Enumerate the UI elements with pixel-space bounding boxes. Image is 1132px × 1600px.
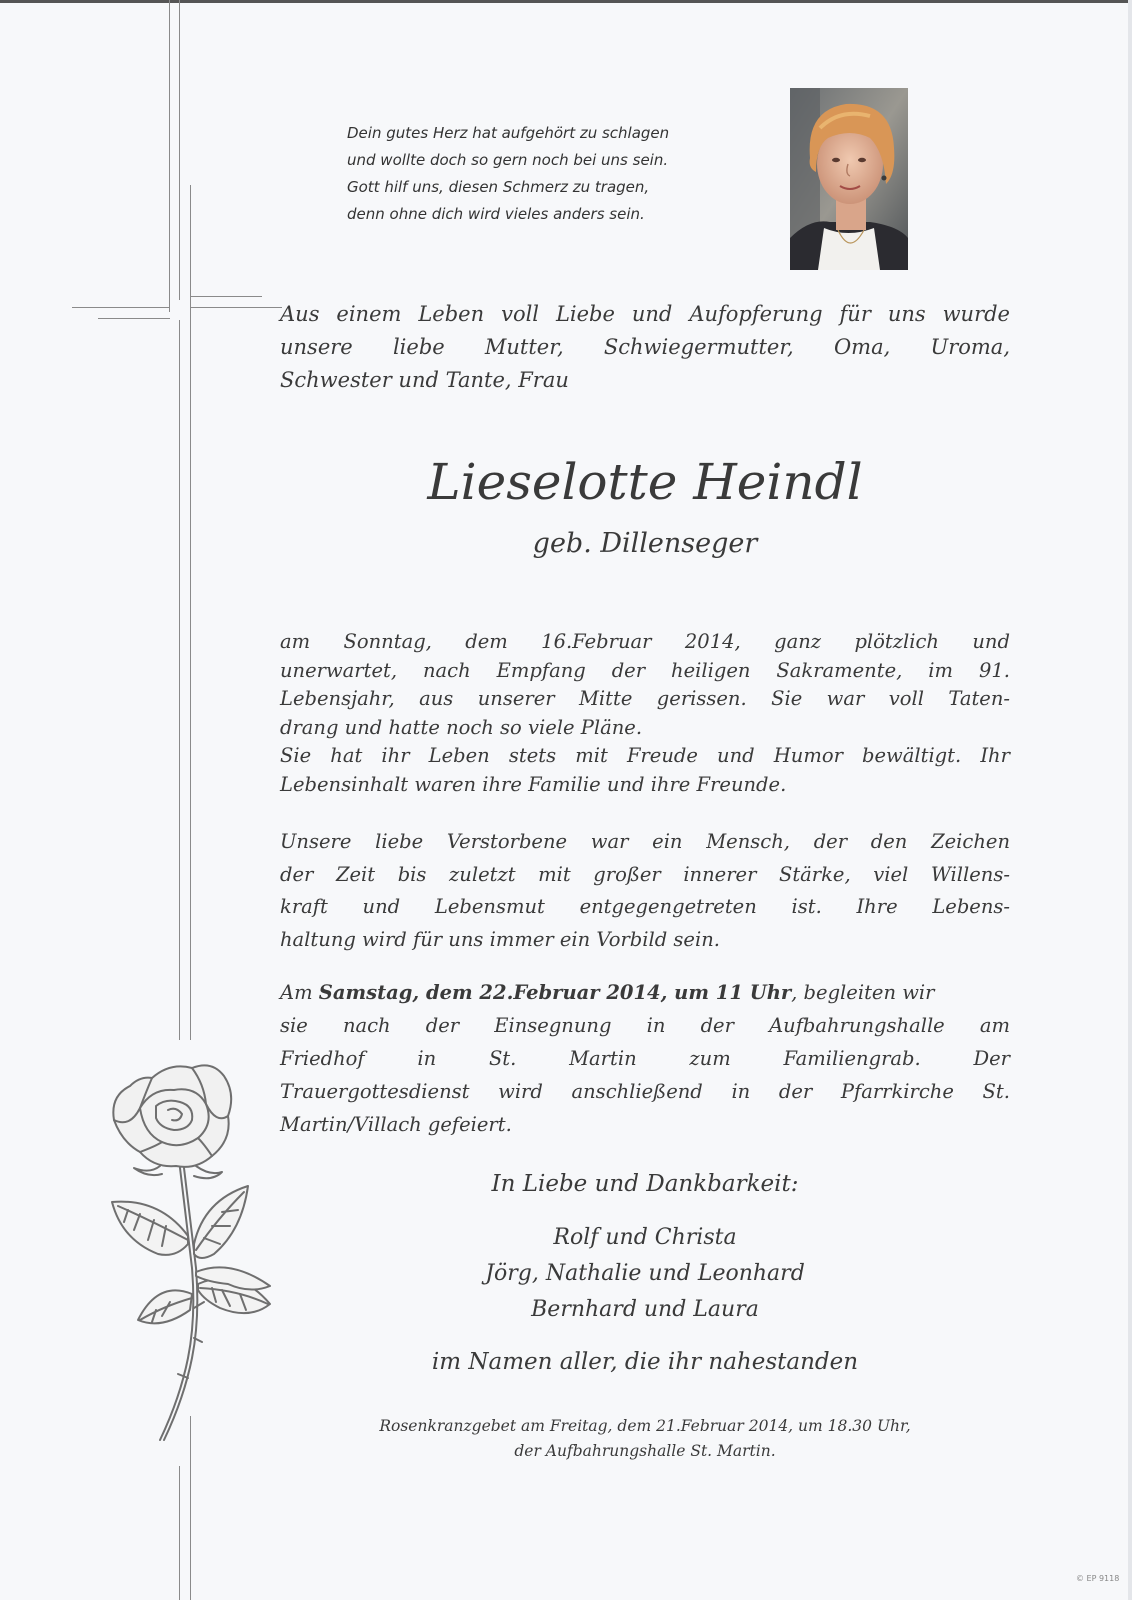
word: plötzlich [854,630,939,653]
family-line: Jörg, Nathalie und Leonhard [485,1261,805,1286]
verse-line: und wollte doch so gern noch bei uns sein. [347,151,669,169]
word: gerissen. [656,687,747,710]
para2-line [280,859,1010,892]
cross-horizontal-line-inner [98,318,170,319]
word: Martin [569,1047,637,1070]
thanks-line: In Liebe und Dankbarkeit: [491,1171,799,1197]
word: Leben [428,744,490,767]
word: der [813,830,848,853]
word: ganz [774,630,822,653]
word: uns [887,302,926,326]
word: unserer [477,687,555,710]
word: der [280,862,314,886]
word: in [417,1047,437,1070]
word: Pfarrkirche [840,1080,954,1103]
word: und [972,630,1010,653]
word: 16.Februar [541,630,652,653]
word: Schwiegermutter, [603,335,794,359]
cross-horizontal-line-top [72,307,170,308]
word: Am [280,981,319,1004]
word: kraft [280,895,328,918]
paragraph-death [280,628,1010,799]
word: Sonntag, [343,630,432,653]
cross-vertical-line-bottom [179,1466,180,1600]
word: bis [397,862,427,886]
word: für [839,302,871,326]
word: Lebensmut [434,895,545,918]
word: nach [423,658,471,682]
para3-line [280,1075,1010,1108]
para1-line [280,685,1010,714]
deceased-name: Lieselotte Heindl [427,453,863,511]
word: Sie [771,687,803,710]
word: in [731,1080,751,1103]
word: sie [280,1014,308,1037]
para2-line [280,826,1010,859]
word: am [280,630,311,653]
word: Aufopferung [689,302,823,326]
word: Ihr [980,744,1010,767]
word: mit [575,744,608,767]
intro-line-2 [280,331,1010,364]
family-names [280,1220,1010,1328]
word: nach [342,1014,391,1037]
word: Aufbahrungshalle [769,1014,945,1037]
word: unsere [280,335,353,359]
word: , begleiten wir [791,981,935,1004]
rose-icon [100,1058,290,1448]
word: Leben [418,302,485,326]
word: war [826,687,865,710]
para3-line [280,976,1010,1009]
word: bewältigt. [862,744,962,767]
word: ihr [381,744,410,767]
word: Zeichen [931,830,1010,853]
word: unerwartet, [280,658,398,682]
word: Friedhof [280,1047,365,1070]
rosary-line: der Aufbahrungshalle St. Martin. [514,1442,776,1460]
para2-line [280,891,1010,924]
word: Mutter, [484,335,564,359]
cross-horizontal-line-inner-right [190,296,262,297]
paragraph-character [280,826,1010,956]
word: Lebensjahr, [280,687,395,710]
para3-line: Martin/Villach gefeiert. [280,1113,512,1136]
word: voll [888,687,924,710]
word: Verstorbene [446,830,568,853]
family-line: Rolf und Christa [553,1225,737,1250]
word: Humor [773,744,843,767]
funeral-intro [280,976,934,1009]
word: Stärke, [778,862,851,886]
word: Unsere [280,830,352,853]
word: liebe [375,830,424,853]
word: Willens- [930,862,1010,886]
para1-line [280,628,1010,657]
word: liebe [392,335,445,359]
word: Taten- [948,687,1010,710]
para1-line [280,657,1010,686]
word: St. [982,1080,1010,1103]
word: ist. [791,895,822,918]
word: hat [330,744,363,767]
word: innerer [683,862,757,886]
word: am [979,1014,1010,1037]
word: Einsegnung [494,1014,612,1037]
word: Trauergottesdienst [280,1080,470,1103]
intro-line-3: Schwester und Tante, Frau [280,368,569,392]
maiden-name: geb. Dillenseger [532,528,758,559]
word: Aus [280,302,320,326]
verse-line: Gott hilf uns, diesen Schmerz zu tragen, [347,178,650,196]
paragraph-funeral [280,976,1010,1141]
word: zuletzt [449,862,516,886]
word: Freude [626,744,698,767]
right-page-edge [1128,0,1132,1600]
word: 2014, [684,630,741,653]
word: der [700,1014,734,1037]
family-line: Bernhard und Laura [531,1297,759,1322]
rosary-notice [280,1414,1010,1464]
para1-line: Lebensinhalt waren ihre Familie und ihre Freunde. [280,772,787,796]
print-code: © EP 9118 [1076,1574,1120,1583]
word: und [717,744,755,767]
word: der [778,1080,813,1103]
verse-line: denn ohne dich wird vieles anders sein. [347,205,645,223]
word: Mitte [578,687,633,710]
word: Liebe [555,302,615,326]
cross-horizontal-line-top-right [190,307,282,308]
word: und [631,302,673,326]
word: der [425,1014,460,1037]
word: wird [498,1080,543,1103]
word: im [928,658,954,682]
cross-vertical-line-right-upper [179,0,180,300]
word: viel [873,862,909,886]
word: dem [465,630,508,653]
rosary-line: Rosenkranzgebet am Freitag, dem 21.Februar 2014, um 18.30 Uhr, [379,1417,911,1435]
para3-line [280,1009,1010,1042]
memorial-verse [347,120,727,228]
word: Zeit [335,862,376,886]
word: entgegengetreten [579,895,757,918]
behalf-line: im Namen aller, die ihr nahestanden [431,1349,859,1375]
intro-text [280,298,1010,397]
word: 91. [978,658,1010,682]
word: zum [689,1047,731,1070]
word: Sakramente, [776,658,903,682]
word: Der [973,1047,1010,1070]
word: den [870,830,908,853]
word: und [362,895,401,918]
intro-line-1 [280,298,1010,331]
word: Oma, [833,335,891,359]
word: Uroma, [930,335,1010,359]
word: der [611,658,646,682]
word: aus [419,687,454,710]
word: Empfang [496,658,586,682]
word: anschließend [571,1080,703,1103]
word: mit [538,862,571,886]
verse-line: Dein gutes Herz hat aufgehört zu schlagen [347,124,670,142]
word: Familiengrab. [783,1047,921,1070]
para1-line [280,742,1010,771]
para3-line [280,1042,1010,1075]
word: ein [652,830,683,853]
word: einem [336,302,402,326]
word: Lebens- [932,895,1010,918]
word: wurde [942,302,1010,326]
word: großer [593,862,661,886]
word: in [646,1014,666,1037]
word: voll [501,302,540,326]
cross-vertical-line-right [190,185,191,1040]
portrait-photo [790,88,908,270]
word: St. [488,1047,517,1070]
word: Sie [280,744,312,767]
word: Ihre [856,895,898,918]
funeral-date: Samstag, dem 22.Februar 2014, um 11 Uhr [318,981,792,1004]
cross-vertical-line-left [169,0,170,312]
word: war [590,830,629,853]
word: heiligen [671,658,751,682]
para2-line: haltung wird für uns immer ein Vorbild sein. [280,927,720,951]
word: stets [508,744,557,767]
word: Mensch, [706,830,790,853]
cross-vertical-line-left-lower [179,320,180,1040]
para1-line: drang und hatte noch so viele Pläne. [280,715,643,739]
